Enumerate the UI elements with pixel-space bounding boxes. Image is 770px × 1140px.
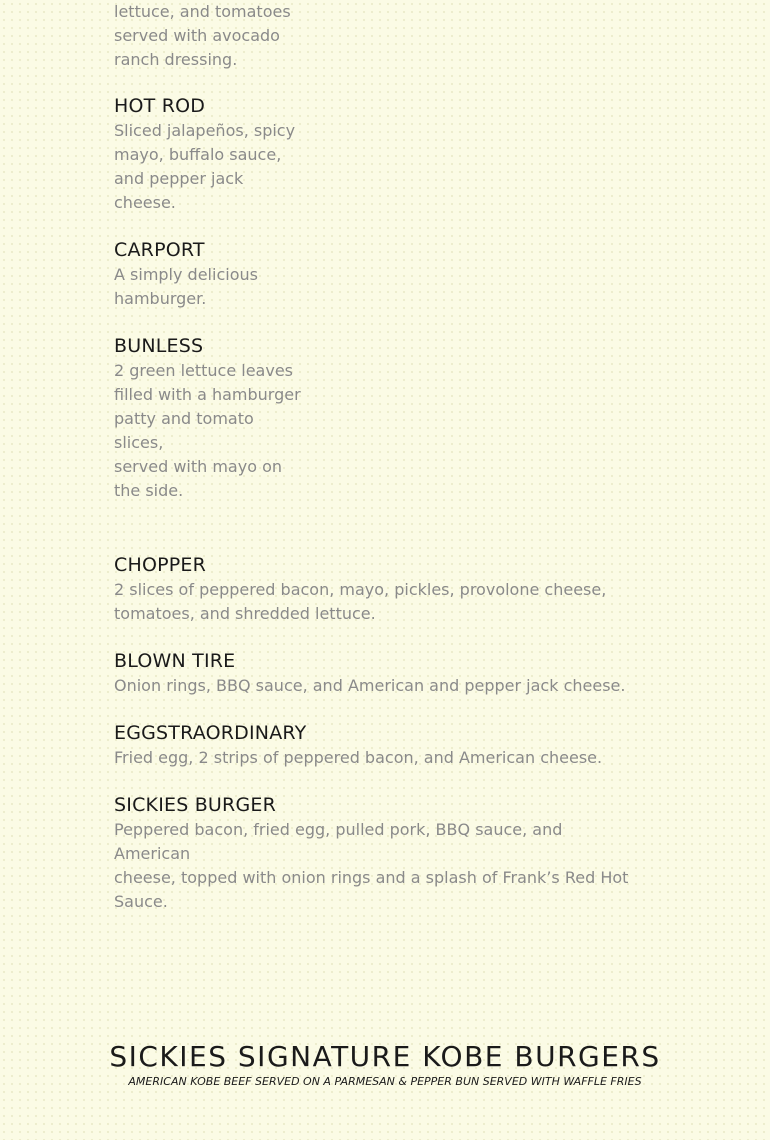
item-description (114, 674, 634, 698)
desc-line: patty and tomato slices, (114, 409, 254, 452)
menu-item-carport (114, 238, 304, 311)
desc-line: Sliced jalapeños, spicy (114, 121, 296, 140)
desc-line: the side. (114, 481, 184, 500)
item-name: EGGSTRAORDINARY (114, 722, 307, 744)
item-name: SICKIES BURGER (114, 794, 276, 816)
item-name: CHOPPER (114, 554, 207, 576)
item-description (114, 818, 634, 914)
item-description (114, 263, 304, 311)
desc-line: Onion rings, BBQ sauce, and American and pepper jack cheese. (114, 676, 626, 695)
desc-line: cheese, topped with onion rings and a splash of Frank’s Red Hot (114, 868, 629, 887)
item-description (114, 578, 634, 626)
desc-line: mayo, buffalo sauce, (114, 145, 282, 164)
desc-line: 2 green lettuce leaves (114, 361, 294, 380)
desc-line: filled with a hamburger (114, 385, 301, 404)
desc-line: served with avocado (114, 26, 280, 45)
desc-line: cheese. (114, 193, 176, 212)
desc-line: tomatoes, and shredded lettuce. (114, 604, 376, 623)
item-name: BLOWN TIRE (114, 650, 236, 672)
desc-line: ranch dressing. (114, 50, 238, 69)
menu-item-blown-tire (114, 649, 634, 698)
desc-line: 2 slices of peppered bacon, mayo, pickles, provolone cheese, (114, 580, 607, 599)
desc-line: Peppered bacon, fried egg, pulled pork, BBQ sauce, and American (114, 820, 563, 863)
section-title: SICKIES SIGNATURE KOBE BURGERS (109, 1040, 661, 1073)
item-description (114, 0, 304, 72)
desc-line: served with mayo on (114, 457, 283, 476)
menu-item-chopper (114, 553, 634, 626)
item-description (114, 359, 304, 503)
desc-line: lettuce, and tomatoes (114, 2, 291, 21)
menu-item-hot-rod (114, 94, 304, 215)
item-name: CARPORT (114, 239, 205, 261)
item-name: BUNLESS (114, 335, 204, 357)
continued-item (114, 0, 304, 72)
item-description (114, 746, 634, 770)
menu-item-bunless (114, 334, 304, 503)
menu-item-eggstraordinary (114, 721, 634, 770)
section-subtitle: AMERICAN KOBE BEEF SERVED ON A PARMESAN & PEPPER BUN SERVED WITH WAFFLE FRIES (128, 1075, 642, 1088)
item-name: HOT ROD (114, 95, 206, 117)
desc-line: and pepper jack (114, 169, 244, 188)
desc-line: Sauce. (114, 892, 168, 911)
item-description (114, 119, 304, 215)
desc-line: hamburger. (114, 289, 207, 308)
desc-line: Fried egg, 2 strips of peppered bacon, and American cheese. (114, 748, 603, 767)
menu-item-sickies-burger (114, 793, 634, 914)
desc-line: A simply delicious (114, 265, 258, 284)
